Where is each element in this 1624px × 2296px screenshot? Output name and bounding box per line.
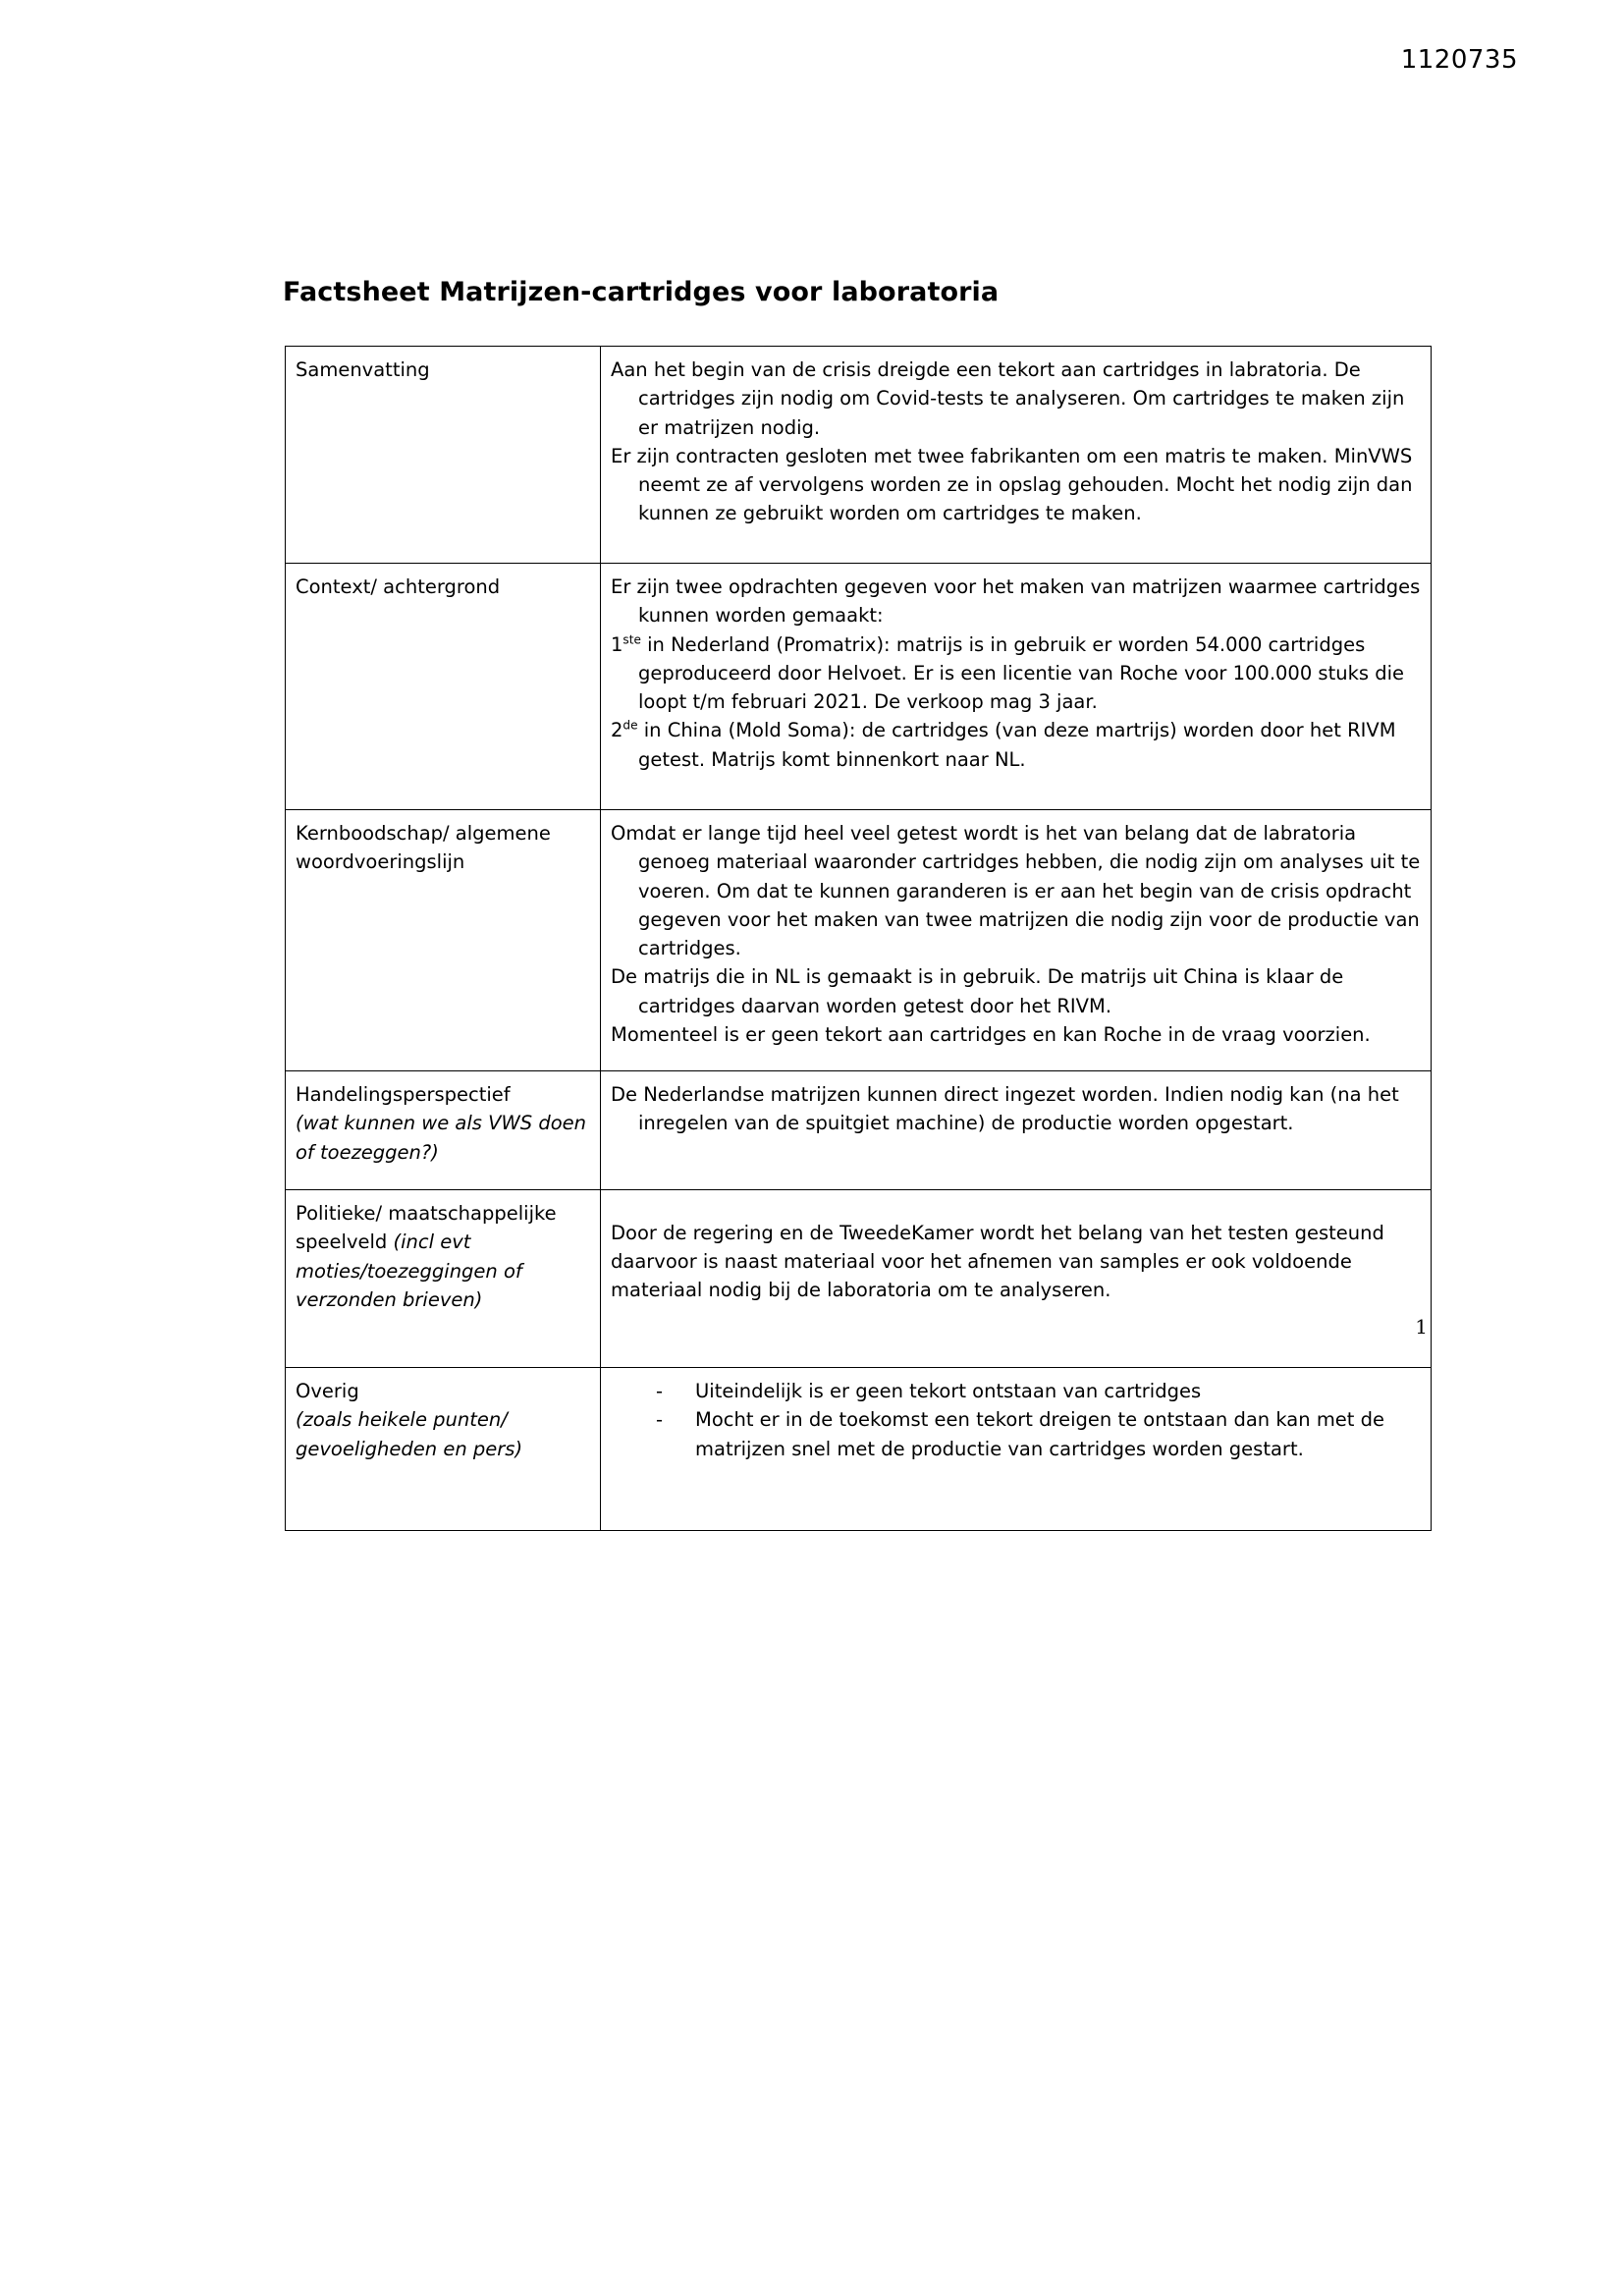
row-label: Context/ achtergrond [296, 575, 501, 598]
row-label-cell [286, 347, 601, 564]
list-item-text: Mocht er in de toekomst een tekort dreigen te ontstaan dan kan met de matrijzen snel met de productie van cartridges worden gestart. [695, 1408, 1385, 1460]
row-label: Overig [296, 1380, 359, 1402]
row-label-cell [286, 1190, 601, 1368]
paragraph: 1ste in Nederland (Promatrix): matrijs is in gebruik er worden 54.000 cartridges geproduceerd door Helvoet. Er is een licentie van Roche voor 100.000 stuks die loopt t/m februari 2021. De verkoop mag 3 jaar. [611, 632, 1405, 713]
paragraph: Momenteel is er geen tekort aan cartridges en kan Roche in de vraag voorzien. [611, 1022, 1371, 1046]
bullet-marker: - [656, 1408, 664, 1432]
row-label: Politieke/ maatschappelijke speelveld [296, 1202, 557, 1254]
row-label-note: (zoals heikele punten/ gevoeligheden en pers) [296, 1408, 523, 1460]
row-label-note: (incl evt moties/toezeggingen of verzonden brieven) [296, 1230, 522, 1311]
factsheet-table [285, 346, 1432, 1531]
paragraph: De matrijs die in NL is gemaakt is in gebruik. De matrijs uit China is klaar de cartridges daarvan worden getest door het RIVM. [611, 965, 1344, 1017]
paragraph: Er zijn twee opdrachten gegeven voor het maken van matrijzen waarmee cartridges kunnen worden gemaakt: [611, 575, 1421, 628]
document-number: 1120735 [1400, 45, 1518, 75]
table-row [286, 564, 1432, 810]
table-row [286, 347, 1432, 564]
row-content-cell [601, 810, 1432, 1071]
bullet-marker: - [656, 1380, 664, 1402]
row-label: Kernboodschap/ algemene woordvoeringslijn [296, 822, 551, 874]
bullet-list [611, 1377, 1421, 1463]
paragraph: Omdat er lange tijd heel veel getest wordt is het van belang dat de labratoria genoeg materiaal waaronder cartridges hebben, die nodig zijn om analyses uit te voeren. Om dat te kunnen garanderen is er aan het begin van de crisis opdracht gegeven voor het maken van twee matrijzen die nodig zijn voor de productie van cartridges. [611, 822, 1421, 959]
row-label: Handelingsperspectief [296, 1083, 511, 1106]
row-label-cell [286, 564, 601, 810]
row-label-cell [286, 810, 601, 1071]
page-number: 1 [1415, 1315, 1428, 1339]
row-label-cell [286, 1071, 601, 1190]
list-item [611, 1405, 1421, 1463]
row-content-cell [601, 347, 1432, 564]
table-row [286, 1190, 1432, 1368]
paragraph: De Nederlandse matrijzen kunnen direct ingezet worden. Indien nodig kan (na het inregelen van de spuitgiet machine) de productie worden opgestart. [611, 1083, 1399, 1135]
row-label-note: (wat kunnen we als VWS doen of toezeggen?) [296, 1112, 587, 1164]
row-content-cell [601, 1368, 1432, 1531]
list-item-text: Uiteindelijk is er geen tekort ontstaan van cartridges [695, 1380, 1202, 1402]
row-label-cell [286, 1368, 601, 1531]
row-content-cell [601, 1071, 1432, 1190]
paragraph: Er zijn contracten gesloten met twee fabrikanten om een matris te maken. MinVWS neemt ze af vervolgens worden ze in opslag gehouden. Mocht het nodig zijn dan kunnen ze gebruikt worden om cartridges te maken. [611, 444, 1413, 525]
paragraph: Door de regering en de TweedeKamer wordt het belang van het testen gesteund daarvoor is naast materiaal voor het afnemen van samples er ook voldoende materiaal nodig bij de laboratoria om te analyseren. [611, 1221, 1384, 1301]
table-row [286, 1368, 1432, 1531]
page-title: Factsheet Matrijzen-cartridges voor laboratoria [283, 277, 1000, 307]
table-row [286, 1071, 1432, 1190]
list-item [611, 1377, 1421, 1405]
table-row [286, 810, 1432, 1071]
paragraph: Aan het begin van de crisis dreigde een tekort aan cartridges in labratoria. De cartridges zijn nodig om Covid-tests te analyseren. Om cartridges te maken zijn er matrijzen nodig. [611, 358, 1405, 439]
paragraph: 2de in China (Mold Soma): de cartridges (van deze martrijs) worden door het RIVM getest. Matrijs komt binnenkort naar NL. [611, 718, 1396, 771]
row-content-cell [601, 564, 1432, 810]
row-content-cell [601, 1190, 1432, 1368]
row-label: Samenvatting [296, 358, 430, 381]
